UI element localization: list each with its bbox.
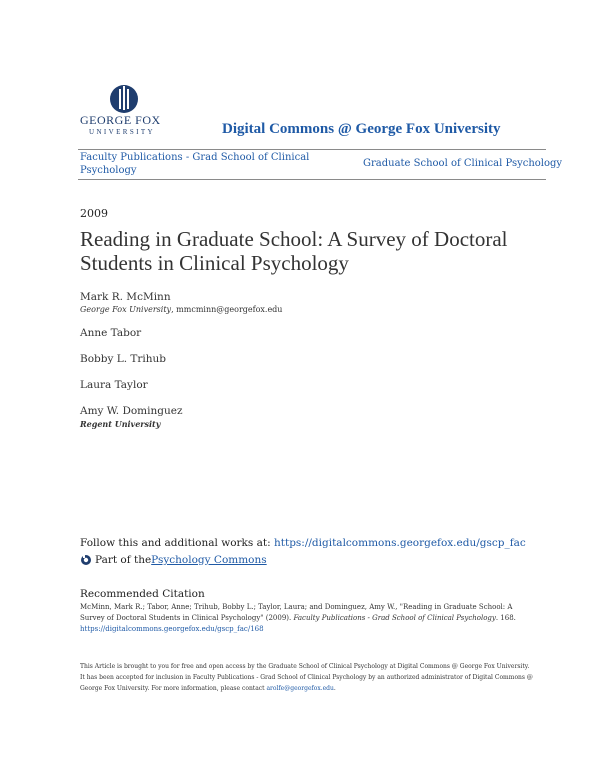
access-notice bbox=[80, 661, 535, 694]
follow-label: Follow this and additional works at: bbox=[80, 537, 274, 549]
author-affiliation: Regent University bbox=[80, 419, 161, 429]
article-title: Reading in Graduate School: A Survey of Doctoral Students in Clinical Psychology bbox=[80, 227, 508, 275]
publication-year: 2009 bbox=[80, 207, 108, 220]
citation-journal: Faculty Publications - Grad School of Clinical Psychology bbox=[293, 614, 496, 622]
notice-end: . bbox=[333, 685, 336, 692]
author-name: Laura Taylor bbox=[80, 379, 148, 391]
part-of-line bbox=[80, 554, 267, 566]
notice-text: This Article is brought to you for free and open access by the Graduate School of Clinical Psychology at Digital Commons @ George Fox University. It has been accepted for inclusion in Faculty Publications - Grad School of Clinical Psychology by an authorized administrator of Digital Commons @ George Fox University. For more information, please contact bbox=[80, 663, 533, 692]
citation-body: McMinn, Mark R.; Tabor, Anne; Trihub, Bobby L.; Taylor, Laura; and Dominguez, Amy W., "Reading in Graduate School: A Survey of Doctoral Students in Clinical Psychology" (2009). bbox=[80, 603, 513, 622]
tower-logo-icon bbox=[107, 84, 141, 114]
george-fox-logo bbox=[80, 84, 170, 140]
citation-url-link[interactable]: https://digitalcommons.georgefox.edu/gscp_fac/168 bbox=[80, 625, 264, 633]
psychology-commons-link[interactable]: Psychology Commons bbox=[151, 554, 267, 566]
citation-heading: Recommended Citation bbox=[80, 588, 205, 600]
header-divider-bottom bbox=[78, 179, 546, 180]
part-of-label: Part of the bbox=[95, 554, 152, 566]
header-divider-top bbox=[78, 149, 546, 150]
citation-text bbox=[80, 602, 535, 635]
collection-url-link[interactable]: https://digitalcommons.georgefox.edu/gscp_fac bbox=[274, 537, 526, 549]
site-title[interactable]: Digital Commons @ George Fox University bbox=[222, 121, 501, 137]
author-name: Bobby L. Trihub bbox=[80, 353, 167, 365]
author-email: , mmcminn@georgefox.edu bbox=[171, 305, 283, 314]
citation-suffix: . 168. bbox=[495, 614, 516, 622]
affiliation-name: George Fox University bbox=[80, 305, 172, 314]
follow-line bbox=[80, 537, 526, 549]
collection-link[interactable]: Faculty Publications - Grad School of Clinical Psychology bbox=[80, 152, 310, 176]
author-name: Mark R. McMinn bbox=[80, 291, 171, 303]
logo-subtitle: UNIVERSITY bbox=[89, 128, 155, 136]
open-access-icon bbox=[80, 554, 92, 566]
logo-name: GEORGE FOX bbox=[80, 113, 161, 127]
author-name: Amy W. Dominguez bbox=[80, 405, 183, 417]
author-name: Anne Tabor bbox=[80, 327, 142, 339]
author-affiliation bbox=[80, 305, 282, 314]
department-link[interactable]: Graduate School of Clinical Psychology bbox=[363, 158, 563, 169]
contact-email-link[interactable]: arolfe@georgefox.edu bbox=[266, 685, 334, 692]
